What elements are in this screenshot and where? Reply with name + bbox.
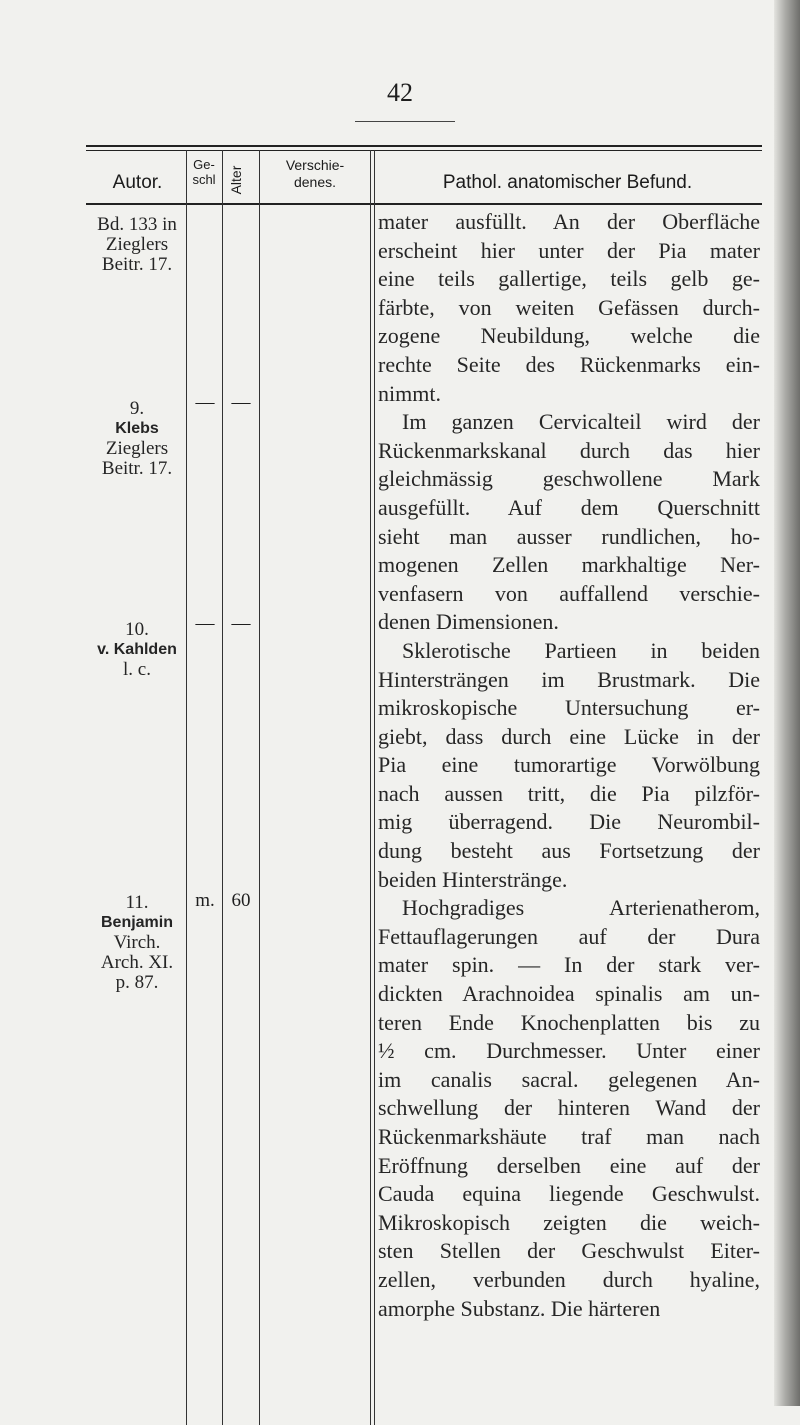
befund-line: Pia eine tumorartige Vorwölbung bbox=[378, 752, 760, 778]
befund-line: teren Ende Knochenplatten bis zu bbox=[378, 1009, 760, 1035]
header-top-rule-2 bbox=[86, 150, 762, 151]
entry-1-line-1: Klebs bbox=[115, 420, 159, 437]
befund-line: mikroskopische Untersuchung er- bbox=[378, 695, 760, 721]
header-bottom-rule bbox=[86, 203, 762, 205]
befund-line: rechte Seite des Rückenmarks ein- bbox=[378, 351, 760, 377]
entry-1-line-2: Zieglers bbox=[105, 438, 169, 459]
befund-line: sieht man ausser rundlichen, ho- bbox=[378, 523, 760, 549]
entry-2-line-0: 10. bbox=[125, 619, 149, 640]
befund-line: nimmt. bbox=[378, 380, 441, 406]
entry-1-geschlecht: — bbox=[195, 392, 215, 413]
entry-2-alter: — bbox=[231, 613, 251, 634]
befund-line: Eröffnung derselben eine auf der bbox=[378, 1152, 760, 1178]
befund-line: mater spin. — In der stark ver- bbox=[378, 952, 760, 978]
entry-2-line-2: l. c. bbox=[123, 659, 151, 680]
entry-3-line-2: Virch. bbox=[113, 932, 161, 953]
befund-line: Cauda equina liegende Geschwulst. bbox=[378, 1181, 760, 1207]
header-alter: Alter bbox=[228, 165, 244, 195]
page-number-underline bbox=[355, 121, 455, 122]
befund-line: nach aussen tritt, die Pia pilzför- bbox=[378, 780, 760, 806]
header-verschiedenes: Verschie- denes. bbox=[285, 157, 345, 190]
befund-line: Fettauflagerungen auf der Dura bbox=[378, 923, 760, 949]
befund-line: im canalis sacral. gelegenen An- bbox=[378, 1066, 760, 1092]
entry-3-line-1: Benjamin bbox=[100, 914, 173, 931]
entry-2-geschlecht: — bbox=[195, 613, 215, 634]
entry-1-line-3: Beitr. 17. bbox=[101, 458, 173, 479]
befund-line: ½ cm. Durchmesser. Unter einer bbox=[378, 1038, 760, 1064]
befund-line: zellen, verbunden durch hyaline, bbox=[378, 1266, 760, 1292]
befund-line: zogene Neubildung, welche die bbox=[378, 323, 760, 349]
befund-line: eine teils gallertige, teils gelb ge- bbox=[378, 266, 760, 292]
befund-line: mig überragend. Die Neurombil- bbox=[378, 809, 760, 835]
befund-line: Rückenmarkskanal durch das hier bbox=[378, 437, 760, 463]
befund-text bbox=[378, 208, 760, 1323]
befund-line: ausgefüllt. Auf dem Querschnitt bbox=[378, 494, 760, 520]
entry-autor-3 bbox=[84, 893, 190, 993]
header-autor: Autor. bbox=[112, 172, 163, 193]
befund-line: denen Dimensionen. bbox=[378, 609, 559, 635]
befund-line: färbte, von weiten Gefässen durch- bbox=[378, 294, 760, 320]
befund-line: Sklerotische Partieen in beiden bbox=[402, 637, 760, 663]
befund-line: Hochgradiges Arterienatherom, bbox=[402, 895, 760, 921]
befund-line: amorphe Substanz. Die härteren bbox=[378, 1295, 661, 1321]
befund-line: dickten Arachnoidea spinalis am un- bbox=[378, 981, 760, 1007]
befund-line: Rückenmarkshäute traf man nach bbox=[378, 1124, 760, 1149]
page-number: 42 bbox=[387, 78, 413, 107]
column-divider-geschlecht bbox=[222, 150, 223, 1425]
header-top-rule bbox=[86, 145, 762, 147]
befund-line: beiden Hinterstränge. bbox=[378, 866, 568, 892]
column-divider-autor bbox=[186, 150, 187, 1425]
page-edge-shadow bbox=[774, 0, 800, 1406]
entry-3-line-4: p. 87. bbox=[115, 972, 159, 993]
entry-0-line-0: Bd. 133 in bbox=[97, 214, 177, 235]
header-befund: Pathol. anatomischer Befund. bbox=[442, 172, 693, 193]
entry-1-alter: — bbox=[231, 392, 251, 413]
befund-line: mogenen Zellen markhaltige Ner- bbox=[378, 552, 760, 578]
entry-3-alter: 60 bbox=[231, 890, 251, 911]
entry-autor-2 bbox=[84, 620, 190, 680]
entry-1-line-0: 9. bbox=[129, 398, 145, 419]
befund-line: Mikroskopisch zeigten die weich- bbox=[378, 1209, 760, 1235]
column-divider-verschiedenes-2 bbox=[374, 150, 375, 1425]
befund-line: giebt, dass durch eine Lücke in der bbox=[378, 723, 760, 749]
befund-line: schwellung der hinteren Wand der bbox=[378, 1095, 760, 1121]
befund-line: venfasern von auffallend verschie- bbox=[378, 580, 760, 606]
befund-line: mater ausfüllt. An der Oberfläche bbox=[378, 209, 760, 234]
header-geschlecht: Ge- schl bbox=[192, 157, 216, 187]
entry-2-line-1: v. Kahlden bbox=[97, 641, 177, 658]
column-divider-verschiedenes bbox=[370, 150, 371, 1425]
entry-0-line-2: Beitr. 17. bbox=[101, 254, 173, 275]
entry-3-geschlecht: m. bbox=[195, 890, 215, 911]
befund-line: Im ganzen Cervicalteil wird der bbox=[402, 409, 760, 435]
column-divider-alter bbox=[259, 150, 260, 1425]
entry-3-line-0: 11. bbox=[125, 892, 149, 913]
befund-line: erscheint hier unter der Pia mater bbox=[378, 237, 760, 263]
entry-autor-0 bbox=[84, 215, 190, 275]
befund-line: Hintersträngen im Brustmark. Die bbox=[378, 666, 760, 692]
entry-0-line-1: Zieglers bbox=[105, 234, 169, 255]
entry-3-line-3: Arch. XI. bbox=[100, 952, 174, 973]
entry-autor-1 bbox=[84, 399, 190, 479]
befund-line: sten Stellen der Geschwulst Eiter- bbox=[378, 1238, 760, 1264]
befund-line: gleichmässig geschwollene Mark bbox=[378, 466, 760, 492]
befund-line: dung besteht aus Fortsetzung der bbox=[378, 838, 760, 864]
